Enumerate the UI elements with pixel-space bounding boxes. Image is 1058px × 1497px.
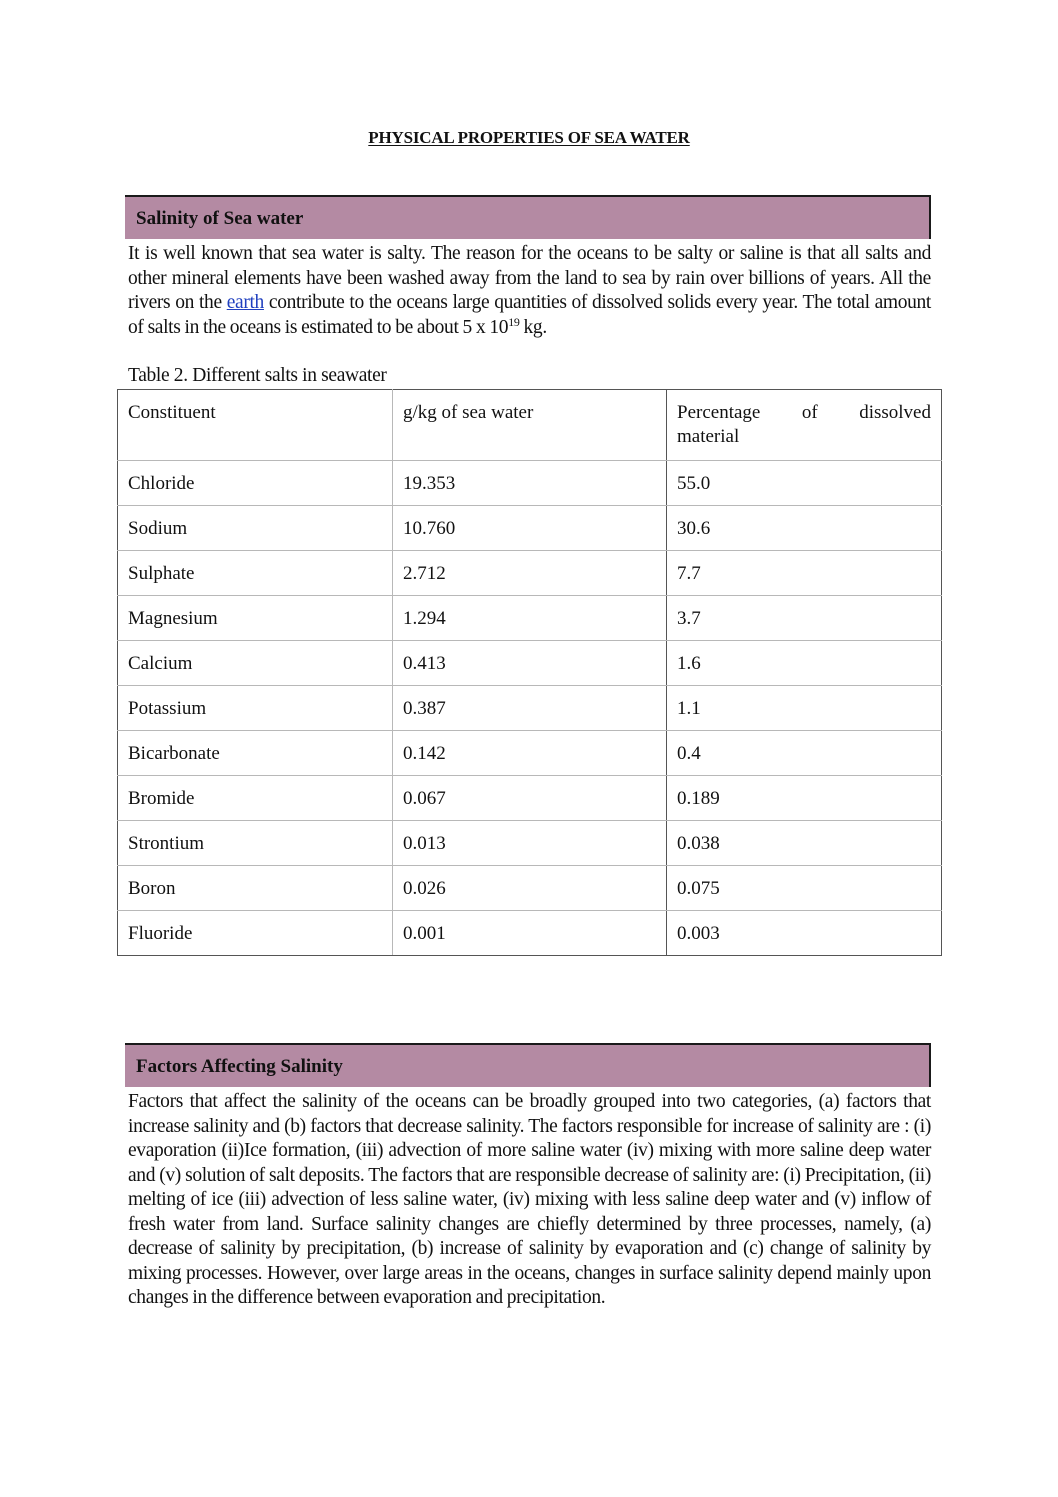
header-word: dissolved <box>859 402 931 423</box>
cell-constituent: Strontium <box>118 821 393 866</box>
cell-constituent: Bicarbonate <box>118 731 393 776</box>
table-row <box>118 686 942 731</box>
cell-constituent: Potassium <box>118 686 393 731</box>
table-row <box>118 731 942 776</box>
cell-gkg: 0.026 <box>393 866 667 911</box>
cell-constituent: Sulphate <box>118 551 393 596</box>
table-caption: Table 2. Different salts in seawater <box>128 365 387 386</box>
cell-percentage: 55.0 <box>667 461 942 506</box>
cell-percentage: 30.6 <box>667 506 942 551</box>
cell-constituent: Calcium <box>118 641 393 686</box>
cell-constituent: Fluoride <box>118 911 393 956</box>
cell-gkg: 2.712 <box>393 551 667 596</box>
cell-percentage: 0.003 <box>667 911 942 956</box>
header-word: Percentage <box>677 402 761 423</box>
cell-constituent: Boron <box>118 866 393 911</box>
cell-gkg: 0.387 <box>393 686 667 731</box>
cell-percentage: 1.6 <box>667 641 942 686</box>
cell-percentage: 0.189 <box>667 776 942 821</box>
cell-gkg: 0.013 <box>393 821 667 866</box>
cell-constituent: Chloride <box>118 461 393 506</box>
cell-gkg: 0.413 <box>393 641 667 686</box>
table-row <box>118 506 942 551</box>
cell-gkg: 0.142 <box>393 731 667 776</box>
table-row <box>118 596 942 641</box>
header-word: material <box>677 426 740 447</box>
factors-paragraph: Factors that affect the salinity of the oceans can be broadly grouped into two categories, (a) factors that increase salinity and (b) factors that decrease salinity. The factors responsible for increase of salinity are : (i) evaporation (ii)Ice formation, (iii) advection of more saline water (iv) mixing with more saline deep water and (v) solution of salt deposits. The factors that are responsible decrease of salinity are: (i) Precipitation, (ii) melting of ice (iii) advection of less saline water, (iv) mixing with less saline deep water and (v) inflow of fresh water from land. Surface salinity changes are chiefly determined by three processes, namely, (a) decrease of salinity by precipitation, (b) increase of salinity by evaporation and (c) change of salinity by mixing processes. However, over large areas in the oceans, changes in surface salinity depend mainly upon changes in the difference between evaporation and precipitation. <box>128 1091 931 1308</box>
cell-percentage: 0.4 <box>667 731 942 776</box>
table-row <box>118 641 942 686</box>
section-header-salinity <box>125 195 931 239</box>
header-gkg: g/kg of sea water <box>393 390 667 461</box>
cell-constituent: Magnesium <box>118 596 393 641</box>
table-row <box>118 461 942 506</box>
cell-gkg: 10.760 <box>393 506 667 551</box>
cell-constituent: Bromide <box>118 776 393 821</box>
cell-gkg: 19.353 <box>393 461 667 506</box>
earth-link[interactable]: earth <box>226 292 264 313</box>
table-header-row <box>118 390 942 461</box>
table-row <box>118 776 942 821</box>
exponent: 19 <box>508 314 520 329</box>
paragraph-text: It is well known that sea water is salty. The reason for the oceans to be salty or saline is that all salts and other mineral elements have been washed away from the land to sea by rain over billions of years. All the rivers on the <box>128 243 931 313</box>
cell-percentage: 0.075 <box>667 866 942 911</box>
paragraph-text: contribute to the oceans large quantities of dissolved solids every year. The total amount of salts in the oceans is estimated to be about 5 x 10 <box>128 292 931 338</box>
table-row <box>118 911 942 956</box>
cell-gkg: 1.294 <box>393 596 667 641</box>
cell-percentage: 1.1 <box>667 686 942 731</box>
header-constituent: Constituent <box>118 390 393 461</box>
table-row <box>118 551 942 596</box>
cell-gkg: 0.001 <box>393 911 667 956</box>
cell-percentage: 7.7 <box>667 551 942 596</box>
salts-table <box>117 389 942 956</box>
cell-percentage: 0.038 <box>667 821 942 866</box>
salinity-paragraph <box>128 242 931 340</box>
paragraph-text: kg. <box>519 316 547 338</box>
section-heading: Salinity of Sea water <box>136 208 304 229</box>
cell-percentage: 3.7 <box>667 596 942 641</box>
header-percentage <box>667 390 942 461</box>
table-row <box>118 866 942 911</box>
cell-constituent: Sodium <box>118 506 393 551</box>
page-title: PHYSICAL PROPERTIES OF SEA WATER <box>368 128 690 147</box>
cell-gkg: 0.067 <box>393 776 667 821</box>
header-word: of <box>801 402 818 423</box>
section-header-factors <box>125 1043 931 1087</box>
section-heading: Factors Affecting Salinity <box>136 1056 343 1077</box>
table-row <box>118 821 942 866</box>
